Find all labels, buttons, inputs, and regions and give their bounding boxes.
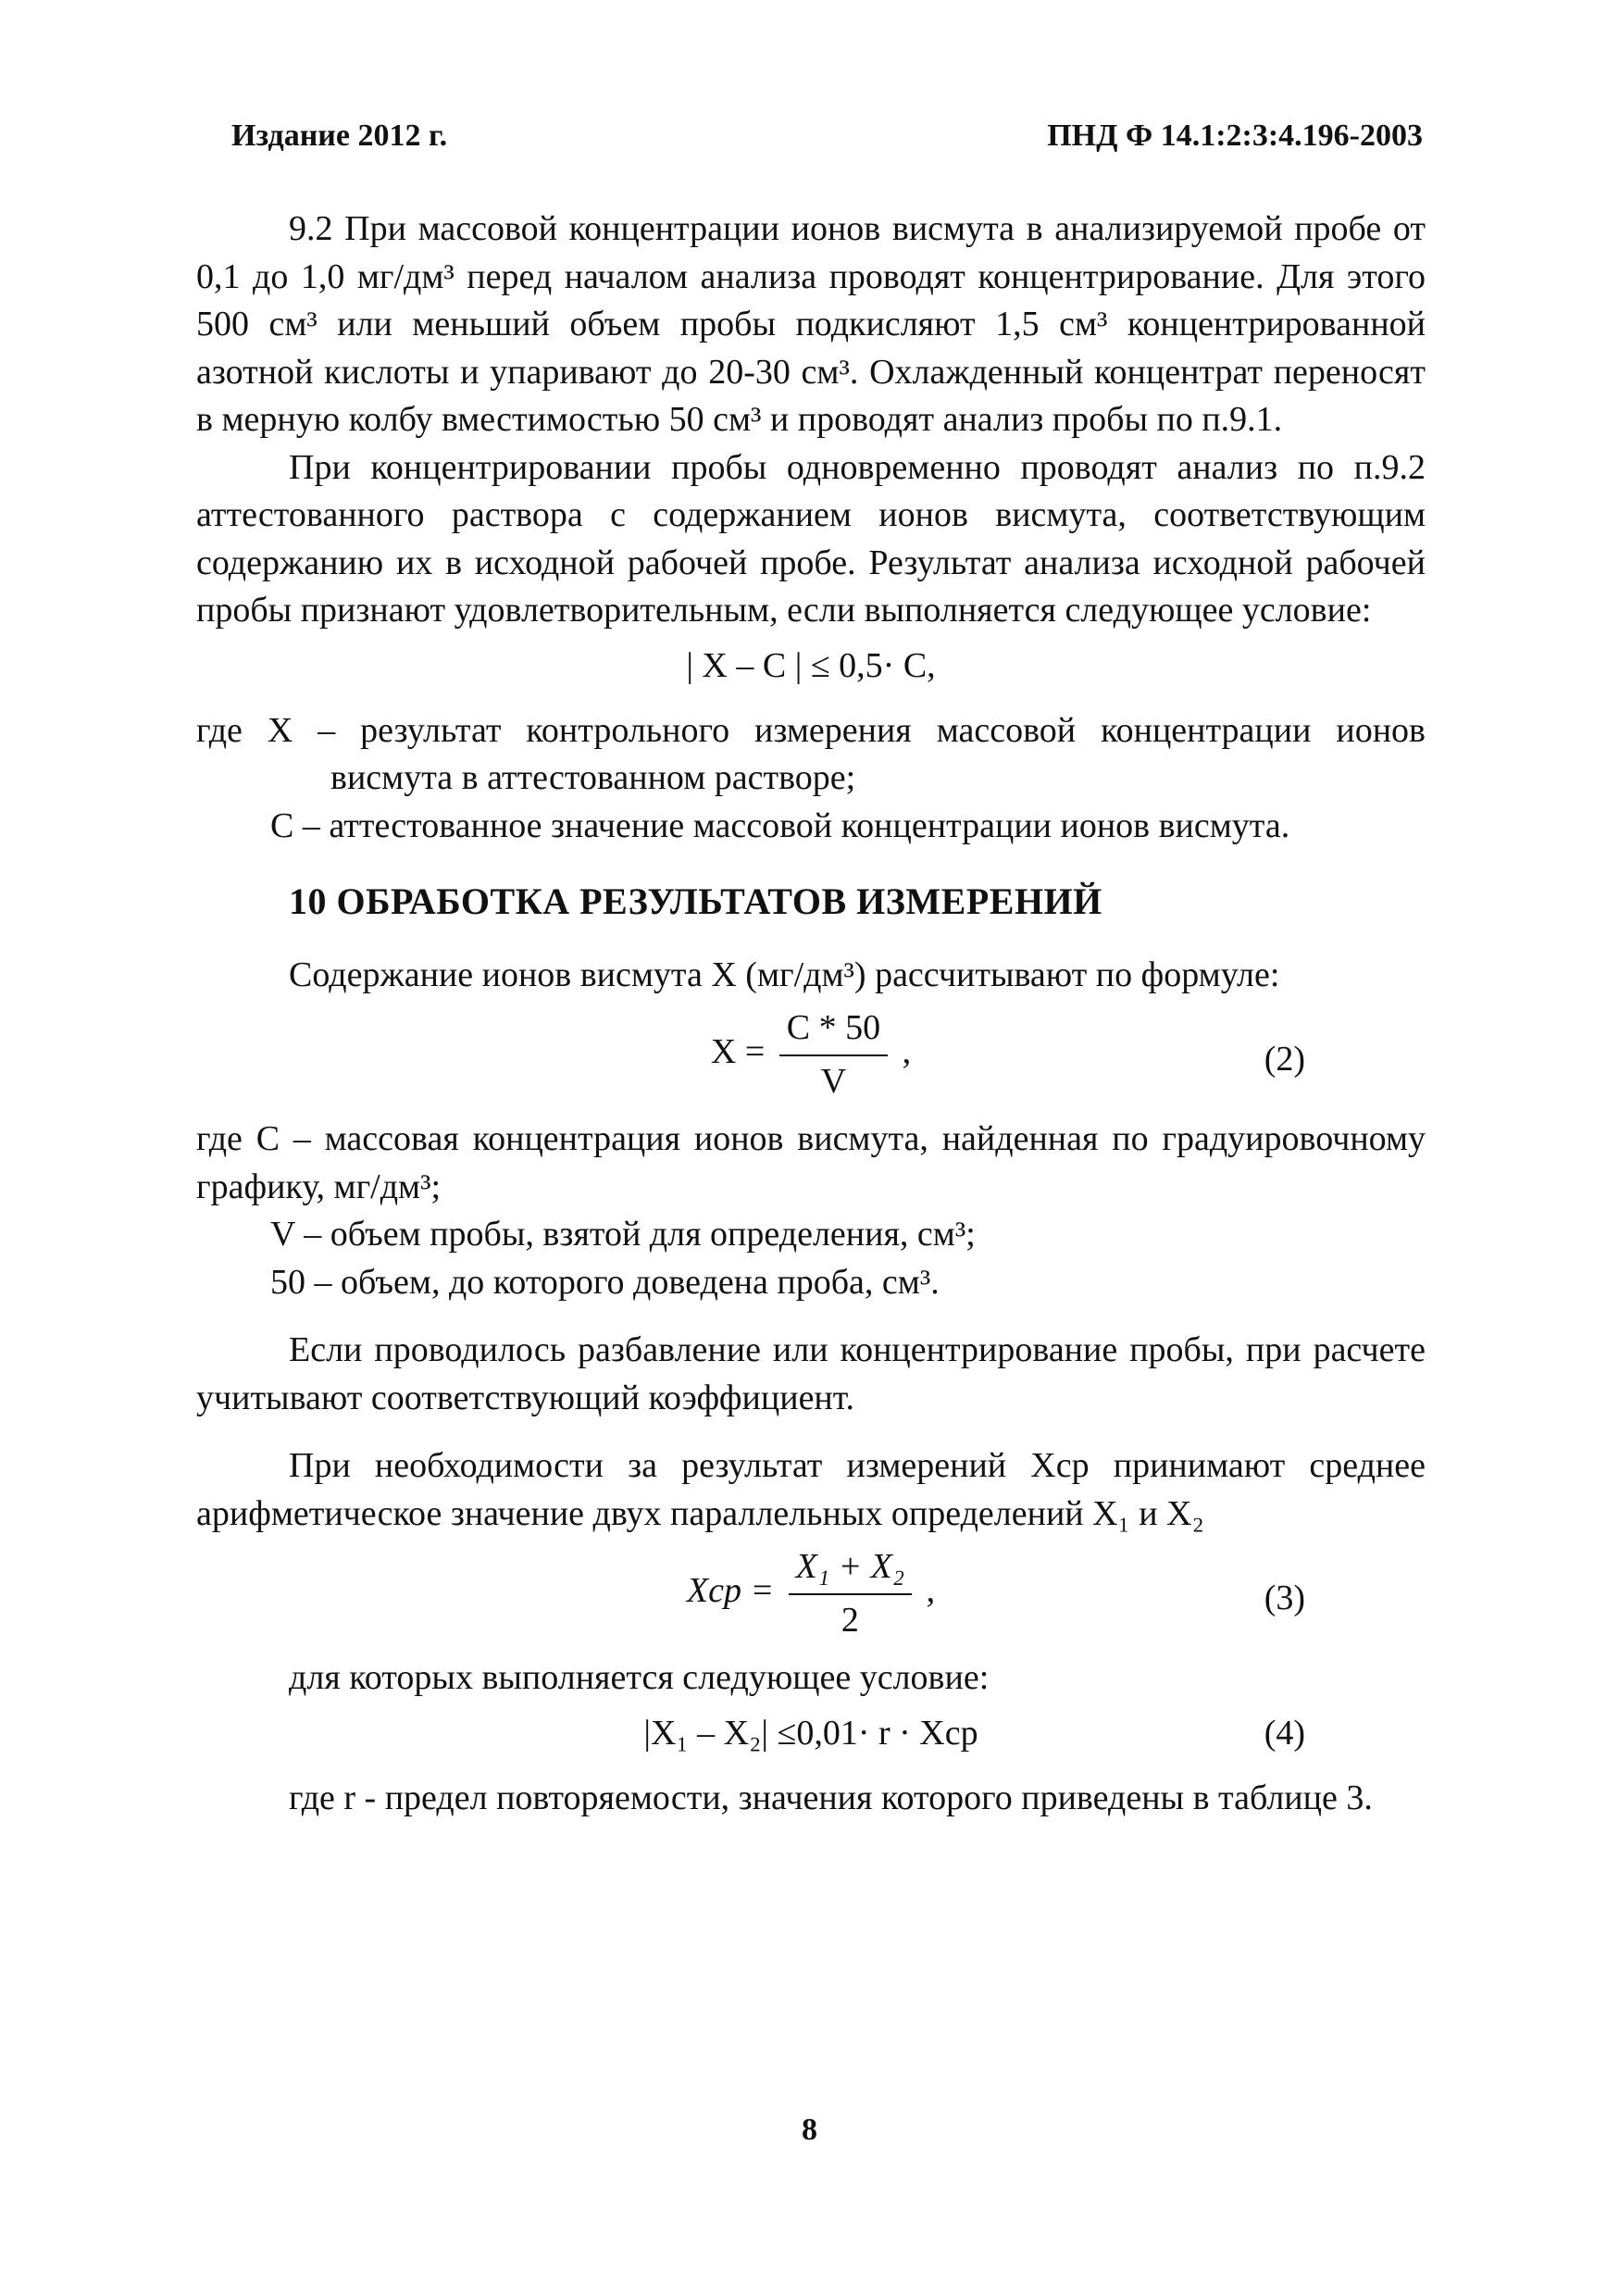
where-r-definition: где r - предел повторяемости, значения которого приведены в таблице 3. bbox=[289, 1778, 1373, 1817]
formula-condition-text: | X – C | ≤ 0,5· C, bbox=[686, 645, 936, 685]
formula-2 bbox=[196, 1004, 1426, 1106]
mean-result-paragraph: При необходимости за результат измерений Xср принимают среднее арифметическое значение двух параллельных определений X₁ и X₂ bbox=[196, 1446, 1426, 1533]
formula-2-tail: , bbox=[902, 1032, 912, 1072]
formula-2-fraction bbox=[779, 1004, 888, 1105]
edition-label: Издание 2012 г. bbox=[231, 119, 448, 153]
dilution-paragraph: Если проводилось разбавление или концентрирование пробы, при расчете учитывают соответствующий коэффициент. bbox=[196, 1330, 1426, 1417]
formula-2-lhs: X = bbox=[710, 1032, 766, 1072]
page-body bbox=[196, 206, 1426, 1822]
formula-3-numerator: X₁ + X₂ bbox=[789, 1543, 913, 1595]
concentration-check-paragraph: При концентрировании пробы одновременно проводят анализ по п.9.2 аттестованного раствора с содержанием ионов висмута, соответствующим содержанию их в исходной рабочей пробе. Результат анализа исходной рабочей пробы признают удовлетворительным, если выполняется следующее условие: bbox=[196, 447, 1426, 630]
where-c-definition: C – аттестованное значение массовой концентрации ионов висмута. bbox=[270, 805, 1290, 845]
formula-3-tail: , bbox=[926, 1571, 936, 1611]
formula-2-number: (2) bbox=[1264, 1040, 1305, 1079]
section-10-heading: 10 ОБРАБОТКА РЕЗУЛЬТАТОВ ИЗМЕРЕНИЙ bbox=[289, 880, 1102, 922]
where-c-mass-concentration: где C – массовая концентрация ионов висмута, найденная по градуировочному графику, мг/дм³; bbox=[196, 1119, 1426, 1206]
where-50-volume: 50 – объем, до которого доведена проба, см³. bbox=[270, 1262, 940, 1302]
condition-intro: для которых выполняется следующее условие: bbox=[289, 1658, 990, 1697]
where-x-definition: где X – результат контрольного измерения массовой концентрации ионов висмута в аттестованном растворе; bbox=[196, 710, 1426, 797]
page-number: 8 bbox=[802, 2113, 817, 2147]
formula-3-lhs: Xср = bbox=[686, 1571, 775, 1611]
formula-3-fraction bbox=[789, 1543, 913, 1644]
formula-4-number: (4) bbox=[1264, 1713, 1305, 1753]
formula-condition bbox=[196, 643, 1426, 700]
formula-3-denominator: 2 bbox=[841, 1600, 859, 1640]
formula-intro: Содержание ионов висмута X (мг/дм³) рассчитывают по формуле: bbox=[289, 955, 1280, 994]
formula-2-denominator: V bbox=[820, 1061, 847, 1101]
formula-3-number: (3) bbox=[1264, 1578, 1305, 1617]
formula-4 bbox=[196, 1710, 1426, 1767]
document-code: ПНД Ф 14.1:2:3:4.196-2003 bbox=[1047, 119, 1423, 153]
formula-3 bbox=[196, 1543, 1426, 1645]
where-v-volume: V – объем пробы, взятой для определения, см³; bbox=[270, 1215, 976, 1254]
section-9-2-paragraph: 9.2 При массовой концентрации ионов висмута в анализируемой пробе от 0,1 до 1,0 мг/дм³ перед началом анализа проводят концентрирование. Для этого 500 см³ или меньший объем пробы подкисляют 1,5 см³ концентрированной азотной кислоты и упаривают до 20-30 см³. Охлажденный концентрат переносят в мерную колбу вместимостью 50 см³ и проводят анализ пробы по п.9.1. bbox=[196, 209, 1426, 439]
formula-2-numerator: C * 50 bbox=[779, 1004, 888, 1056]
formula-4-text: |X₁ – X₂| ≤0,01· r · Xср bbox=[643, 1713, 978, 1753]
